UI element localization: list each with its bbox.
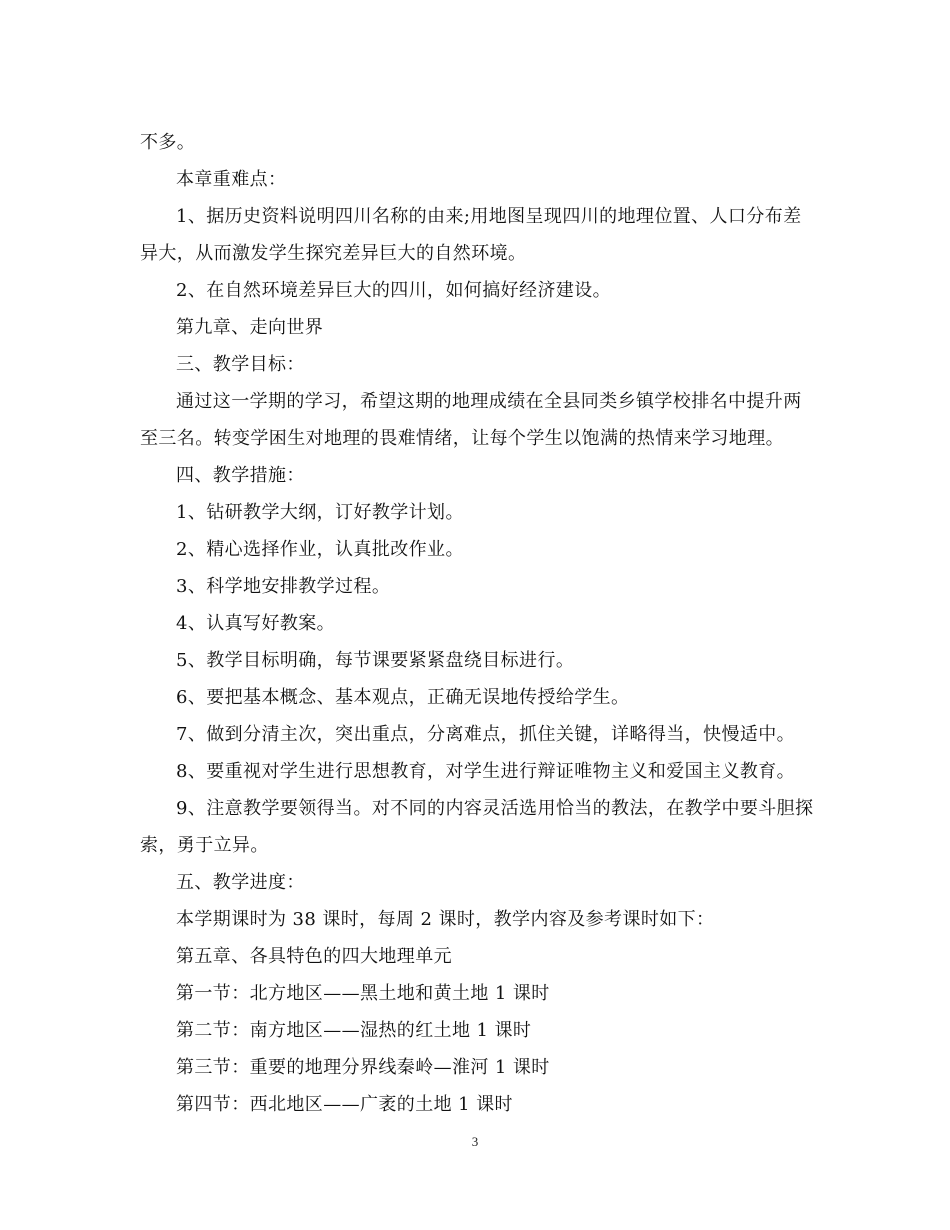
paragraph: 通过这一学期的学习，希望这期的地理成绩在全县同类乡镇学校排名中提升两至三名。转变学困生对地理的畏难情绪，让每个学生以饱满的热情来学习地理。 <box>140 391 802 449</box>
list-item: 2、精心选择作业，认真批改作业。 <box>176 539 464 560</box>
list-item: 7、做到分清主次，突出重点，分离难点，抓住关键，详略得当，快慢适中。 <box>176 724 796 745</box>
schedule-item: 第一节：北方地区——黑土地和黄土地 1 课时 <box>176 983 550 1004</box>
section-heading: 三、教学目标： <box>176 354 305 375</box>
list-item: 6、要把基本概念、基本观点，正确无误地传授给学生。 <box>176 687 630 708</box>
document-body <box>140 124 816 1123</box>
section-heading: 四、教学措施： <box>176 465 305 486</box>
paragraph: 2、在自然环境差异巨大的四川，如何搞好经济建设。 <box>176 280 612 301</box>
list-item: 5、教学目标明确，每节课要紧紧盘绕目标进行。 <box>176 650 575 671</box>
list-item: 4、认真写好教案。 <box>176 613 336 634</box>
list-item: 1、钻研教学大纲，订好教学计划。 <box>176 502 464 523</box>
chapter-heading: 第九章、走向世界 <box>176 317 324 338</box>
list-item: 9、注意教学要领得当。对不同的内容灵活选用恰当的教法，在教学中要斗胆探索，勇于立异。 <box>140 798 814 856</box>
page-number: 3 <box>471 1134 479 1149</box>
paragraph: 1、据历史资料说明四川名称的由来;用地图呈现四川的地理位置、人口分布差异大，从而激发学生探究差异巨大的自然环境。 <box>140 206 802 264</box>
schedule-item: 第四节：西北地区——广袤的土地 1 课时 <box>176 1094 513 1115</box>
section-heading: 五、教学进度： <box>176 872 305 893</box>
paragraph: 不多。 <box>140 132 196 153</box>
schedule-item: 第二节：南方地区——湿热的红土地 1 课时 <box>176 1020 532 1041</box>
list-item: 8、要重视对学生进行思想教育，对学生进行辩证唯物主义和爱国主义教育。 <box>176 761 796 782</box>
section-heading: 本章重难点： <box>176 169 287 190</box>
list-item: 3、科学地安排教学过程。 <box>176 576 391 597</box>
schedule-item: 第三节：重要的地理分界线秦岭—淮河 1 课时 <box>176 1057 550 1078</box>
paragraph: 本学期课时为 38 课时，每周 2 课时，教学内容及参考课时如下： <box>176 909 715 930</box>
chapter-heading: 第五章、各具特色的四大地理单元 <box>176 946 452 967</box>
